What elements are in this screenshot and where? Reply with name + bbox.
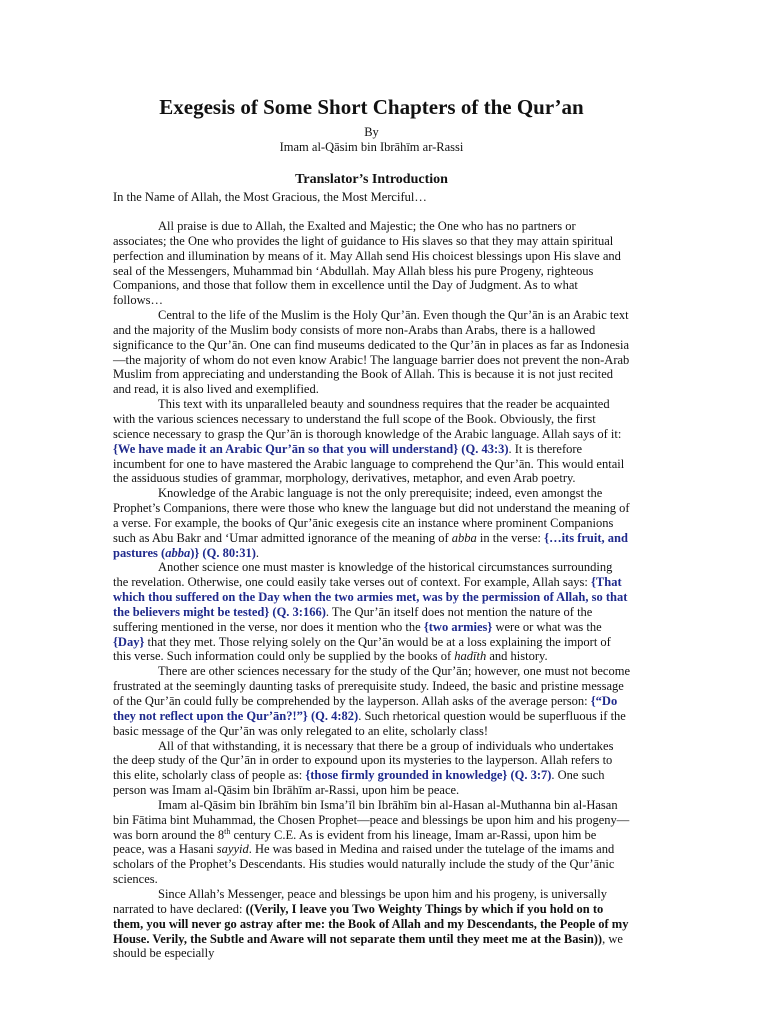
- body-paragraph: [113, 308, 630, 397]
- hadith-quote: ((Verily, I leave you Two Weighty Things by which if you hold on to them, you will never go astray after me: the Book of Allah and my Descendants, the People of my House. Verily, the Subtle and Aware will not separate them until they meet me at the Basin)): [113, 901, 629, 946]
- paragraph-text: Another science one must master is knowledge of the historical circumstances surrounding the revelation. Otherwise, one could easily take verses out of context. For example, Allah says:: [113, 560, 613, 590]
- paragraph-text: Since Allah’s Messenger, peace and blessings be upon him and his progeny, is universally narrated to have declared:: [113, 886, 607, 916]
- quran-quote: {That which thou suffered on the Day when the two armies met, was by the permission of Allah, so that the believers might be tested} (Q. 3:166): [113, 575, 628, 619]
- body-paragraph: [113, 887, 630, 961]
- byline-label: By: [364, 125, 379, 139]
- quran-quote: {those firmly grounded in knowledge} (Q. 3:7): [305, 768, 552, 783]
- paragraph-text: . It is therefore incumbent for one to have mastered the Arabic language to comprehend the Qur’ān. This would entail the assiduous studies of grammar, morphology, derivatives, metaphor, and even Arab poetry.: [113, 441, 625, 486]
- paragraph-text: Knowledge of the Arabic language is not the only prerequisite; indeed, even amongst the Prophet’s Companions, there were those who knew the language but did not understand the meaning of a verse. For example, the books of Qur’ānic exegesis cite an instance where prominent Companions such as Abu Bakr and ‘Umar admitted ignorance of the meaning of: [113, 486, 630, 545]
- ordinal-suffix: th: [224, 826, 231, 836]
- paragraph-text: This text with its unparalleled beauty and soundness requires that the reader be acquainted with the various sciences necessary to understand the full scope of the Book. Obviously, the first science necessary to grasp the Qur’ān is thorough knowledge of the Arabic language. Allah says of it:: [113, 397, 622, 441]
- paragraph-text: century C.E. As is evident from his lineage, Imam ar-Rassi, upon him be peace, was a Hasani: [113, 827, 597, 857]
- paragraph-text: . One such person was Imam al-Qāsim bin Ibrāhīm ar-Rassi, upon him be peace.: [113, 768, 605, 798]
- quran-quote: {“Do they not reflect upon the Qur’ān?!”} (Q. 4:82): [113, 694, 618, 723]
- italic-term: abba: [451, 530, 477, 545]
- paragraph-text: There are other sciences necessary for the study of the Qur’ān; however, one must not become frustrated at the seemingly daunting tasks of prerequisite study. Indeed, the basic and pristine message of the Qur’ān could fully be comprehended by the layperson. Allah asks of the average person:: [113, 664, 631, 708]
- italic-term: hadīth: [454, 649, 487, 664]
- quran-quote: )} (Q. 80:31): [190, 545, 256, 560]
- body-paragraph: [113, 739, 630, 798]
- paragraph-text: . The Qur’ān itself does not mention the nature of the suffering mentioned in the verse, nor does it mention who the: [113, 604, 593, 634]
- quran-quote: {…its fruit, and pastures (: [113, 530, 628, 560]
- paragraph-text: .: [255, 545, 260, 560]
- document-title: Exegesis of Some Short Chapters of the Qur’an: [159, 95, 584, 119]
- quran-quote: {two armies}: [423, 619, 493, 634]
- paragraph-text: that they met. Those relying solely on the Qur’ān would be at a loss explaining the import of this verse. Such information could only be supplied by the books of: [113, 634, 611, 664]
- author-name: Imam al-Qāsim bin Ibrāhīm ar-Rassi: [279, 140, 464, 154]
- body-paragraph: [113, 798, 630, 887]
- paragraph-text: and history.: [486, 649, 548, 664]
- body-paragraph: [113, 219, 630, 308]
- quran-quote: {Day}: [113, 634, 145, 649]
- quran-quote: {We have made it an Arabic Qur’ān so that you will understand} (Q. 43:3): [113, 441, 509, 456]
- paragraph-text: All of that withstanding, it is necessary that there be a group of individuals who undertakes the deep study of the Qur’ān in order to expound upon its mysteries to the layperson. Allah refers to this elite, scholarly class of people as:: [113, 738, 614, 783]
- opening-invocation: In the Name of Allah, the Most Gracious, the Most Merciful…: [113, 190, 427, 204]
- italic-term: sayyid: [216, 842, 249, 857]
- body-paragraph: [113, 560, 630, 664]
- body-paragraph: [113, 397, 630, 486]
- paragraph-text: Imam al-Qāsim bin Ibrāhīm bin Isma’īl bin Ibrāhīm bin al-Hasan al-Muthanna bin al-Hasan bin Fātima bint Muhammad, the Chosen Prophet—peace and blessings be upon him and his progeny—was born around the 8: [113, 797, 630, 842]
- section-title: Translator’s Introduction: [295, 172, 448, 187]
- paragraph-text: were or what was the: [492, 619, 602, 634]
- paragraph-text: . He was based in Medina and raised under the tutelage of the imams and scholars of the Prophet’s Descendants. His studies would naturally include the study of the Qur’ānic sciences.: [113, 842, 615, 887]
- paragraph-text: in the verse:: [476, 530, 545, 545]
- quran-quote: abba: [165, 545, 191, 560]
- paragraph-text: All praise is due to Allah, the Exalted and Majestic; the One who has no partners or associates; the One who provides the light of guidance to His slaves so that they may attain spiritual perfection and illumination by means of it. May Allah send His choicest blessings upon His slave and seal of the Messengers, Muhammad bin ‘Abdullah. May Allah bless his pure Progeny, righteous Companions, and those that follow them in excellence until the Day of Judgment. As to what follows…: [113, 219, 621, 308]
- body-paragraph: [113, 664, 630, 738]
- paragraph-text: . Such rhetorical question would be superfluous if the basic message of the Qur’ān was only relegated to an elite, scholarly class!: [113, 708, 626, 738]
- paragraph-text: , we should be especially: [113, 931, 623, 961]
- body-paragraph: [113, 486, 630, 560]
- paragraph-text: Central to the life of the Muslim is the Holy Qur’ān. Even though the Qur’ān is an Arabic text and the majority of the Muslim body consists of more non-Arabs than Arabs, there is a hallowed significance to the Qur’ān. One can find museums dedicated to the Qur’ān in places as far as Indonesia—the majority of whom do not even know Arabic! The language barrier does not prevent the non-Arab Muslim from appreciating and understanding the Book of Allah. This is because it is not just recited and read, it is also lived and exemplified.: [113, 308, 630, 397]
- document-body: [113, 219, 630, 961]
